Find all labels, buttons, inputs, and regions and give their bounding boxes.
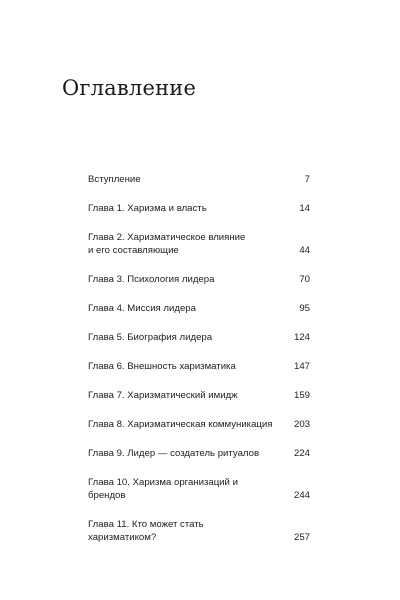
table-of-contents [88,173,310,560]
toc-entry-page-number: 159 [293,390,310,401]
toc-entry-title: Глава 6. Внешность харизматика [88,361,236,372]
toc-entry [88,273,310,286]
toc-entry-page-number: 14 [299,203,310,214]
page-title: Оглавление [62,76,197,100]
toc-entry [88,418,310,431]
toc-entry-title: Вступление [88,174,141,185]
toc-entry [88,302,310,315]
toc-entry [88,518,310,544]
toc-entry-title: Глава 11. Кто может стать харизматиком? [88,519,204,543]
toc-entry [88,331,310,344]
toc-entry-page-number: 70 [299,274,310,285]
toc-entry-page-number: 244 [293,490,310,501]
toc-entry [88,360,310,373]
toc-entry-title: Глава 5. Биография лидера [88,332,213,343]
toc-entry-title: Глава 8. Харизматическая коммуникация [88,419,273,430]
toc-entry-title: Глава 2. Харизматическое влияние и его составляющие [88,232,246,256]
toc-entry-page-number: 95 [299,303,310,314]
toc-entry-title: Глава 1. Харизма и власть [88,203,207,214]
toc-entry-page-number: 7 [304,174,310,185]
toc-entry [88,231,310,257]
toc-entry-page-number: 147 [293,361,310,372]
toc-entry-title: Глава 3. Психология лидера [88,274,215,285]
toc-entry-title: Глава 4. Миссия лидера [88,303,196,314]
toc-entry-page-number: 257 [293,532,310,543]
toc-entry-page-number: 203 [293,419,310,430]
toc-entry [88,476,310,502]
toc-entry [88,173,310,186]
toc-entry-title: Глава 9. Лидер — создатель ритуалов [88,448,260,459]
toc-entry-page-number: 44 [299,245,310,256]
toc-entry-page-number: 224 [293,448,310,459]
toc-entry [88,447,310,460]
toc-entry [88,389,310,402]
toc-entry-title: Глава 10. Харизма организаций и брендов [88,477,238,501]
toc-entry [88,202,310,215]
toc-entry-title: Глава 7. Харизматический имидж [88,390,238,401]
toc-entry-page-number: 124 [293,332,310,343]
